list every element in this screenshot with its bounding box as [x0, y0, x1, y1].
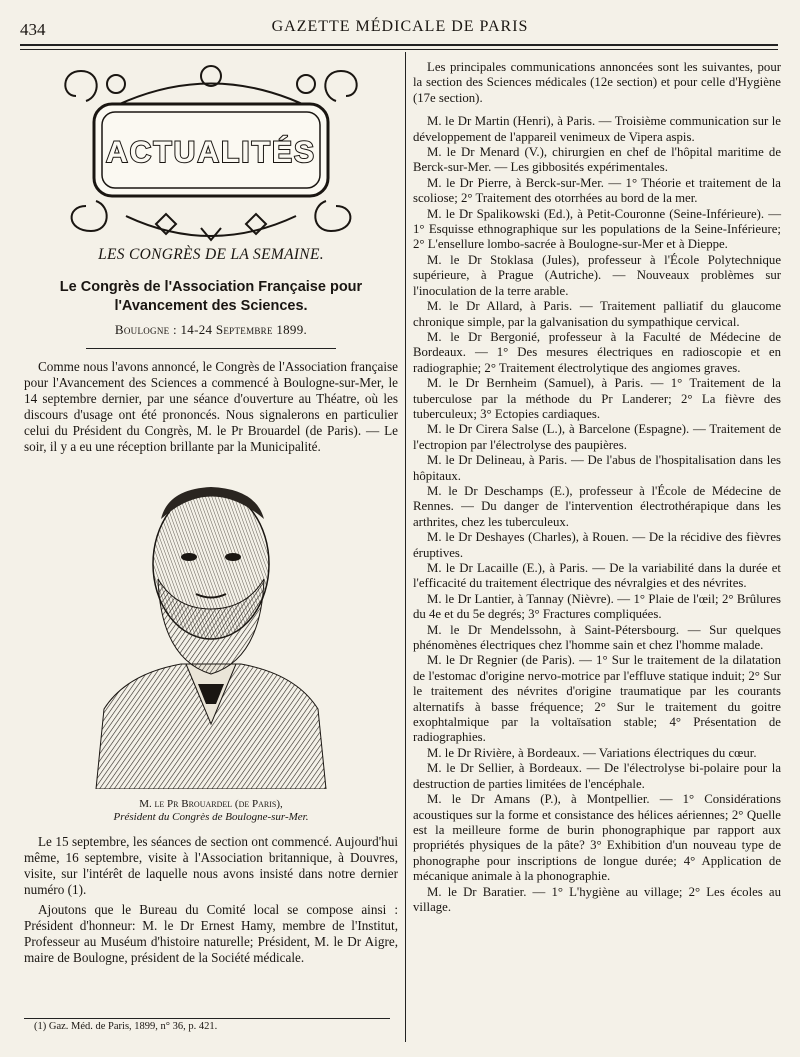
communications-intro: Les principales communications annoncées sont les suivantes, pour la section des Sciences médicales (12e section) et pour celle d'Hygiène (17e section).	[413, 60, 781, 105]
communication-entry: M. le Dr Menard (V.), chirurgien en chef de l'hôpital maritime de Berck-sur-Mer. — Les gibbosités expérimentales.	[413, 145, 781, 175]
section-title: LES CONGRÈS DE LA SEMAINE.	[98, 246, 324, 263]
communication-entry: M. le Dr Sellier, à Bordeaux. — De l'électrolyse bi-polaire pour la destruction de parties limitées de l'encéphale.	[413, 761, 781, 791]
communication-entry: M. le Dr Lantier, à Tannay (Nièvre). — 1° Plaie de l'œil; 2° Brûlures du 4e et du 5e degrés; 3° Fractures compliquées.	[413, 591, 781, 622]
headline	[24, 278, 398, 316]
headline-line-1: Le Congrès de l'Association Française pour	[59, 279, 363, 295]
banner-word: ACTUALITÉS	[106, 136, 316, 169]
footnote: (1) Gaz. Méd. de Paris, 1899, n° 36, p. 421.	[34, 1021, 218, 1032]
header-rule-thin	[20, 49, 778, 50]
actualites-banner	[56, 56, 366, 246]
communication-entry: M. le Dr Martin (Henri), à Paris. — Troisième communication sur le développement de l'appareil venimeux de Vipera aspis.	[413, 114, 781, 144]
caption-line-1: M. le Pr Brouardel (de Paris),	[139, 798, 283, 810]
communication-entry: M. le Dr Delineau, à Paris. — De l'abus de l'hospitalisation dans les hôpitaux.	[413, 453, 781, 483]
communication-entry: M. le Dr Allard, à Paris. — Traitement palliatif du glaucome chronique simple, par la galvanisation du sympathique cervical.	[413, 299, 781, 329]
right-column	[413, 60, 781, 915]
portrait-caption	[24, 798, 398, 824]
communications-list	[413, 114, 781, 915]
communication-entry: M. le Dr Stoklasa (Jules), professeur à l'École Polytechnique supérieure, à Prague (Autriche). — Nouveaux problèmes sur l'inoculation de la terre arable.	[413, 252, 781, 298]
paragraph-bureau: Ajoutons que le Bureau du Comité local se compose ainsi : Président d'honneur: M. le Dr Ernest Hamy, membre de l'Institut, Professeur au Muséum d'histoire naturelle; Président, M. le Dr Aigre, maire de Boulogne, président de la Société médicale.	[24, 902, 398, 965]
communication-entry: M. le Dr Baratier. — 1° L'hygiène au village; 2° Les écoles au village.	[413, 884, 781, 914]
communication-entry: M. le Dr Amans (P.), à Montpellier. — 1° Considérations acoustiques sur la forme et consistance des hélices aériennes; 2° Quelle est la meilleure forme de burin phonographique par rapport aux propriétés physiques de la pâte? 3° Exhibition d'un nouveau type de phonographe pour inscriptions de longue durée; 4° Application de mécanique animale à la phonographie.	[413, 792, 781, 884]
portrait-image	[86, 459, 336, 789]
communication-entry: M. le Dr Deschamps (E.), professeur à l'École de Médecine de Rennes. — Du danger de l'intervention électrothérapique dans les arthrites, chez les tuberculeux.	[413, 483, 781, 529]
communication-entry: M. le Dr Pierre, à Berck-sur-Mer. — 1° Théorie et traitement de la scoliose; 2° Traitement des otorrhées au bord de la mer.	[413, 175, 781, 206]
headline-line-2: l'Avancement des Sciences.	[114, 298, 308, 314]
communication-entry: M. le Dr Bernheim (Samuel), à Paris. — 1° Traitement de la tuberculose par la méthode du Pr Landerer; 2° La fièvre des tuberculeux; 3° Ectopies cardiaques.	[413, 376, 781, 421]
portrait-engraving	[24, 459, 398, 794]
page-number: 434	[20, 20, 46, 39]
journal-title: GAZETTE MÉDICALE DE PARIS	[271, 18, 529, 35]
intro-paragraph: Comme nous l'avons annoncé, le Congrès de l'Association française pour l'Avancement des Sciences a commencé à Boulogne-sur-Mer, le 14 septembre dernier, par une séance d'ouverture au Théatre, où les discours d'usage ont été prononcés. Nous signalerons en particulier celui du Président du Congrès, M. le Pr Brouardel (de Paris). — Le soir, il y a eu une réception brillante par la Municipalité.	[24, 359, 398, 454]
left-column	[24, 56, 398, 966]
communication-entry: M. le Dr Deshayes (Charles), à Rouen. — De la récidive des fièvres éruptives.	[413, 530, 781, 560]
header-rule	[20, 44, 778, 46]
footnote-rule	[24, 1018, 390, 1019]
communication-entry: M. le Dr Mendelssohn, à Saint-Pétersbourg. — Sur quelques phénomènes électriques chez l'homme sain et chez l'homme malade.	[413, 622, 781, 653]
paragraph-sessions: Le 15 septembre, les séances de section ont commencé. Aujourd'hui même, 16 septembre, visite à l'Association britannique, à Douvres, visite, sur l'intérêt de laquelle nous avons insisté dans notre dernier numéro (1).	[24, 834, 398, 897]
communication-entry: M. le Dr Spalikowski (Ed.), à Petit-Couronne (Seine-Inférieure). — 1° Esquisse ethnographique sur les populations de la Seine-Inférieure; 2° L'ensellure lombo-sacrée à Boulogne-sur-Mer et à Dieppe.	[413, 206, 781, 252]
short-rule	[86, 348, 336, 349]
communication-entry: M. le Dr Lacaille (E.), à Paris. — De la variabilité dans la durée et l'efficacité du traitement électrique des névralgies et des névrites.	[413, 561, 781, 591]
communication-entry: M. le Dr Regnier (de Paris). — 1° Sur le traitement de la dilatation de l'estomac d'origine nervo-motrice par l'effluve statique induit; 2° Sur le traitement des névrites d'origine traumatique par les courants alternatifs à basse fréquence; 2° Sur le traitement du goitre exophtalmique par la voltaïsation stable; 4° Présentation de radiographies.	[413, 653, 781, 745]
communication-entry: M. le Dr Bergonié, professeur à la Faculté de Médecine de Bordeaux. — 1° Des mesures électriques en radioscopie et en radiographie; 2° Traitement électrolytique des angiomes graves.	[413, 329, 781, 375]
caption-line-2: Président du Congrès de Boulogne-sur-Mer.	[113, 811, 309, 823]
communication-entry: M. le Dr Cirera Salse (L.), à Barcelone (Espagne). — Traitement de l'ectropion par l'électrolyse des paupières.	[413, 422, 781, 452]
communication-entry: M. le Dr Rivière, à Bordeaux. — Variations électriques du cœur.	[427, 745, 757, 760]
column-separator	[405, 52, 406, 1042]
subhead-location-date: Boulogne : 14-24 Septembre 1899.	[114, 322, 308, 337]
